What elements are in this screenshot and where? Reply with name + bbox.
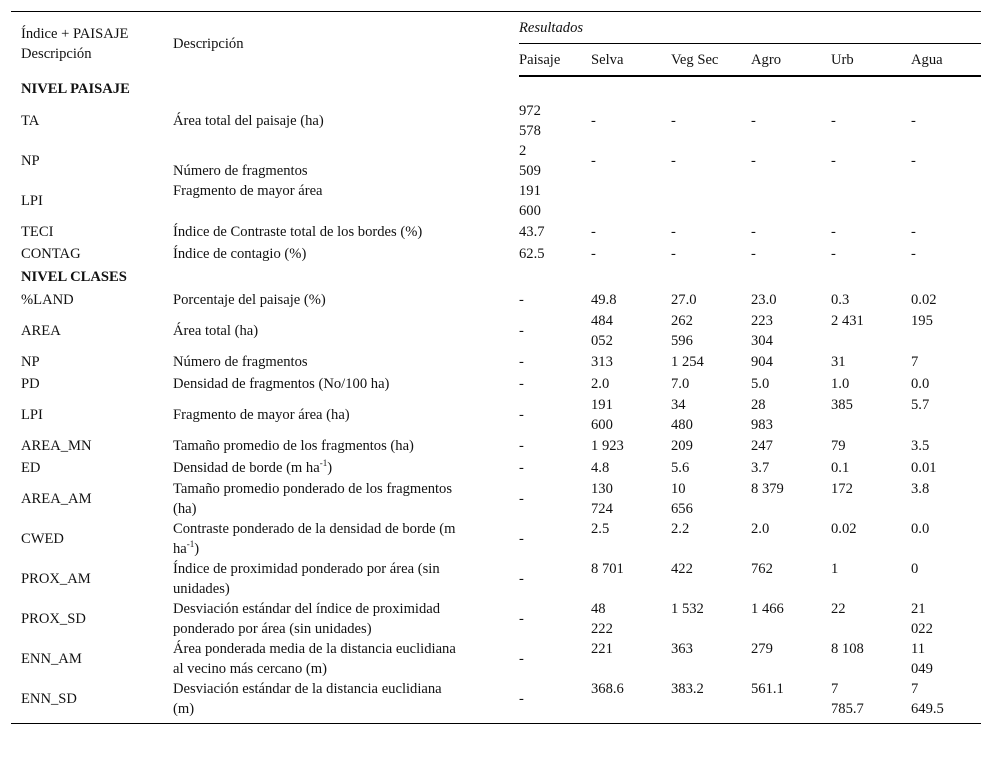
row-index: CONTAG bbox=[21, 246, 81, 262]
table-row bbox=[11, 289, 981, 311]
row-index: AREA_AM bbox=[21, 491, 92, 507]
row-description: Índice de proximidad ponderado por área (sin unidades) bbox=[173, 561, 440, 597]
cell-selva: 49.8 bbox=[591, 292, 617, 308]
cell-paisaje: - bbox=[519, 679, 591, 724]
row-index: ENN_SD bbox=[11, 679, 173, 724]
cell-agua: 11 049 bbox=[911, 641, 933, 677]
cell-paisaje: - bbox=[519, 376, 524, 392]
cell-urb: 385 bbox=[831, 397, 853, 413]
cell-urb: 7 785.7 bbox=[831, 679, 911, 724]
section-nivel-paisaje: NIVEL PAISAJE bbox=[21, 81, 130, 97]
cell-selva: 4.8 bbox=[591, 460, 610, 476]
cell-selva: 2.5 bbox=[591, 521, 610, 537]
cell-urb: 172 bbox=[831, 481, 853, 497]
cell-selva: - bbox=[591, 113, 596, 129]
cell-agua: - bbox=[911, 153, 916, 169]
cell-agua: - bbox=[911, 246, 916, 262]
cell-agua: 0 bbox=[911, 561, 919, 577]
cell-agua: 3.5 bbox=[911, 438, 930, 454]
cell-agro: 2.0 bbox=[751, 521, 770, 537]
cell-veg-sec: 10 656 bbox=[671, 481, 693, 517]
row-description: Desviación estándar de la distancia euclidiana (m) bbox=[173, 679, 519, 724]
cell-agro: - bbox=[751, 153, 756, 169]
row-description: Tamaño promedio ponderado de los fragmentos (ha) bbox=[173, 481, 453, 517]
cell-veg-sec: 209 bbox=[671, 438, 693, 454]
cell-paisaje: 43.7 bbox=[519, 224, 545, 240]
cell-paisaje: 62.5 bbox=[519, 246, 545, 262]
cell-agua: - bbox=[911, 224, 916, 240]
row-description: Fragmento de mayor área (ha) bbox=[173, 407, 350, 423]
cell-agua: 5.7 bbox=[911, 397, 930, 413]
row-description: Área total (ha) bbox=[173, 323, 259, 339]
cell-agro: 3.7 bbox=[751, 460, 770, 476]
row-description: Número de fragmentos bbox=[173, 163, 308, 179]
cell-selva: 221 bbox=[591, 641, 613, 657]
table-row bbox=[11, 479, 981, 519]
landscape-metrics-table bbox=[11, 11, 981, 724]
cell-urb: 22 bbox=[831, 601, 846, 617]
cell-paisaje: - bbox=[519, 323, 524, 339]
row-index: AREA_MN bbox=[21, 438, 92, 454]
cell-selva: 368.6 bbox=[591, 679, 671, 724]
cell-urb: - bbox=[831, 113, 836, 129]
cell-agro: 23.0 bbox=[751, 292, 777, 308]
row-description: Densidad de borde (m $ha^{-1}$) bbox=[173, 458, 333, 476]
cell-agro: 904 bbox=[751, 354, 773, 370]
row-description: Índice de Contraste total de los bordes (%) bbox=[173, 224, 423, 240]
table-row bbox=[11, 101, 981, 141]
cell-selva: - bbox=[591, 153, 596, 169]
table-row bbox=[11, 519, 981, 559]
col-agua: Agua bbox=[911, 44, 981, 77]
row-description: Porcentaje del paisaje (%) bbox=[173, 292, 326, 308]
cell-urb: 2 431 bbox=[831, 313, 864, 329]
cell-selva: 8 701 bbox=[591, 561, 624, 577]
cell-urb: 79 bbox=[831, 438, 846, 454]
table-row bbox=[11, 351, 981, 373]
cell-urb: 0.1 bbox=[831, 460, 850, 476]
row-index: ED bbox=[21, 460, 41, 476]
cell-selva: 48 222 bbox=[591, 601, 613, 637]
row-description: Desviación estándar del índice de proximidad ponderado por área (sin unidades) bbox=[173, 601, 441, 637]
cell-selva: 484 052 bbox=[591, 313, 613, 349]
row-index: PROX_SD bbox=[21, 611, 86, 627]
col-selva: Selva bbox=[591, 44, 671, 77]
cell-agua: 7 bbox=[911, 354, 919, 370]
row-index: PROX_AM bbox=[21, 571, 91, 587]
cell-paisaje: 191 600 bbox=[519, 183, 541, 219]
cell-selva: 1 923 bbox=[591, 438, 624, 454]
table-row bbox=[11, 559, 981, 599]
table-row bbox=[11, 599, 981, 639]
row-description: Tamaño promedio de los fragmentos (ha) bbox=[173, 438, 414, 454]
col-veg-sec: Veg Sec bbox=[671, 44, 751, 77]
row-index: %LAND bbox=[21, 292, 74, 308]
cell-agro: 561.1 bbox=[751, 679, 831, 724]
row-description: Contraste ponderado de la densidad de borde (m $ha^{-1}$) bbox=[173, 521, 456, 557]
table-row bbox=[11, 181, 981, 221]
cell-veg-sec: - bbox=[671, 153, 676, 169]
cell-agro: 28 983 bbox=[751, 397, 773, 433]
row-index: LPI bbox=[21, 193, 43, 209]
cell-agro: 279 bbox=[751, 641, 773, 657]
row-index: TA bbox=[21, 113, 40, 129]
row-description: Índice de contagio (%) bbox=[173, 246, 307, 262]
cell-urb: 8 108 bbox=[831, 641, 864, 657]
cell-agua bbox=[911, 181, 981, 221]
table-row bbox=[11, 221, 981, 243]
cell-veg-sec: 422 bbox=[671, 561, 693, 577]
cell-paisaje: - bbox=[519, 460, 524, 476]
row-description: Número de fragmentos bbox=[173, 354, 308, 370]
row-description: Área total del paisaje (ha) bbox=[173, 113, 324, 129]
row-description: Fragmento de mayor área bbox=[173, 183, 323, 199]
cell-agro: - bbox=[751, 113, 756, 129]
table-row bbox=[11, 395, 981, 435]
row-index: CWED bbox=[21, 531, 64, 547]
cell-agro: - bbox=[751, 224, 756, 240]
cell-veg-sec bbox=[671, 181, 751, 221]
table-row bbox=[11, 679, 981, 724]
section-nivel-clases: NIVEL CLASES bbox=[21, 269, 127, 285]
table-row bbox=[11, 243, 981, 265]
cell-paisaje: - bbox=[519, 611, 524, 627]
cell-urb: - bbox=[831, 246, 836, 262]
table-row bbox=[11, 141, 981, 181]
col-agro: Agro bbox=[751, 44, 831, 77]
cell-veg-sec: 2.2 bbox=[671, 521, 690, 537]
cell-agua: 21 022 bbox=[911, 601, 933, 637]
cell-veg-sec: - bbox=[671, 246, 676, 262]
cell-agro bbox=[751, 181, 831, 221]
cell-agro: 5.0 bbox=[751, 376, 770, 392]
cell-selva: 313 bbox=[591, 354, 613, 370]
cell-agua: 0.0 bbox=[911, 521, 930, 537]
cell-veg-sec: 262 596 bbox=[671, 313, 693, 349]
cell-veg-sec: 1 254 bbox=[671, 354, 704, 370]
cell-paisaje: - bbox=[519, 354, 524, 370]
cell-paisaje: - bbox=[519, 407, 524, 423]
cell-agua: 195 bbox=[911, 313, 933, 329]
cell-urb: 0.02 bbox=[831, 521, 857, 537]
cell-paisaje: - bbox=[519, 438, 524, 454]
cell-veg-sec: - bbox=[671, 113, 676, 129]
cell-paisaje: 2 509 bbox=[519, 143, 541, 179]
cell-urb: - bbox=[831, 153, 836, 169]
col-paisaje: Paisaje bbox=[519, 44, 591, 77]
cell-urb: 31 bbox=[831, 354, 846, 370]
row-description: Área ponderada media de la distancia euclidiana al vecino más cercano (m) bbox=[173, 641, 456, 677]
cell-selva: 2.0 bbox=[591, 376, 610, 392]
index-header: Índice + PAISAJE Descripción bbox=[11, 12, 173, 77]
cell-agro: 762 bbox=[751, 561, 773, 577]
cell-agua: 3.8 bbox=[911, 481, 930, 497]
col-urb: Urb bbox=[831, 44, 911, 77]
cell-paisaje: - bbox=[519, 531, 524, 547]
row-description: Densidad de fragmentos (No/100 ha) bbox=[173, 376, 390, 392]
cell-agua: 0.01 bbox=[911, 460, 937, 476]
cell-veg-sec: - bbox=[671, 224, 676, 240]
cell-agro: 247 bbox=[751, 438, 773, 454]
cell-urb bbox=[831, 181, 911, 221]
row-index: NP bbox=[21, 354, 40, 370]
table-row bbox=[11, 373, 981, 395]
cell-veg-sec: 27.0 bbox=[671, 292, 697, 308]
cell-selva: - bbox=[591, 224, 596, 240]
cell-urb: 0.3 bbox=[831, 292, 850, 308]
cell-urb: 1.0 bbox=[831, 376, 850, 392]
cell-urb: 1 bbox=[831, 561, 839, 577]
cell-paisaje: - bbox=[519, 491, 524, 507]
cell-selva: 130 724 bbox=[591, 481, 613, 517]
table-row bbox=[11, 639, 981, 679]
cell-agro: 223 304 bbox=[751, 313, 773, 349]
cell-agua: 0.02 bbox=[911, 292, 937, 308]
table-row bbox=[11, 311, 981, 351]
cell-veg-sec: 1 532 bbox=[671, 601, 704, 617]
cell-paisaje: - bbox=[519, 651, 524, 667]
table-row bbox=[11, 435, 981, 457]
cell-agro: 8 379 bbox=[751, 481, 784, 497]
cell-agro: 1 466 bbox=[751, 601, 784, 617]
cell-agro: - bbox=[751, 246, 756, 262]
cell-paisaje: - bbox=[519, 292, 524, 308]
row-index: PD bbox=[21, 376, 40, 392]
cell-veg-sec: 7.0 bbox=[671, 376, 690, 392]
cell-urb: - bbox=[831, 224, 836, 240]
table-row bbox=[11, 457, 981, 479]
description-header: Descripción bbox=[173, 12, 519, 77]
cell-veg-sec: 383.2 bbox=[671, 679, 751, 724]
cell-veg-sec: 363 bbox=[671, 641, 693, 657]
cell-agua: 7 649.5 bbox=[911, 679, 981, 724]
results-header: Resultados bbox=[519, 12, 981, 44]
row-index: NP bbox=[21, 153, 40, 169]
cell-selva: 191 600 bbox=[591, 397, 613, 433]
cell-paisaje: - bbox=[519, 571, 524, 587]
cell-agua: 0.0 bbox=[911, 376, 930, 392]
cell-selva: - bbox=[591, 246, 596, 262]
row-index: AREA bbox=[21, 323, 61, 339]
cell-veg-sec: 34 480 bbox=[671, 397, 693, 433]
cell-selva bbox=[591, 181, 671, 221]
row-index: TECI bbox=[21, 224, 54, 240]
row-index: LPI bbox=[21, 407, 43, 423]
row-index: ENN_AM bbox=[21, 651, 82, 667]
cell-veg-sec: 5.6 bbox=[671, 460, 690, 476]
cell-paisaje: 972 578 bbox=[519, 103, 541, 139]
cell-agua: - bbox=[911, 113, 916, 129]
